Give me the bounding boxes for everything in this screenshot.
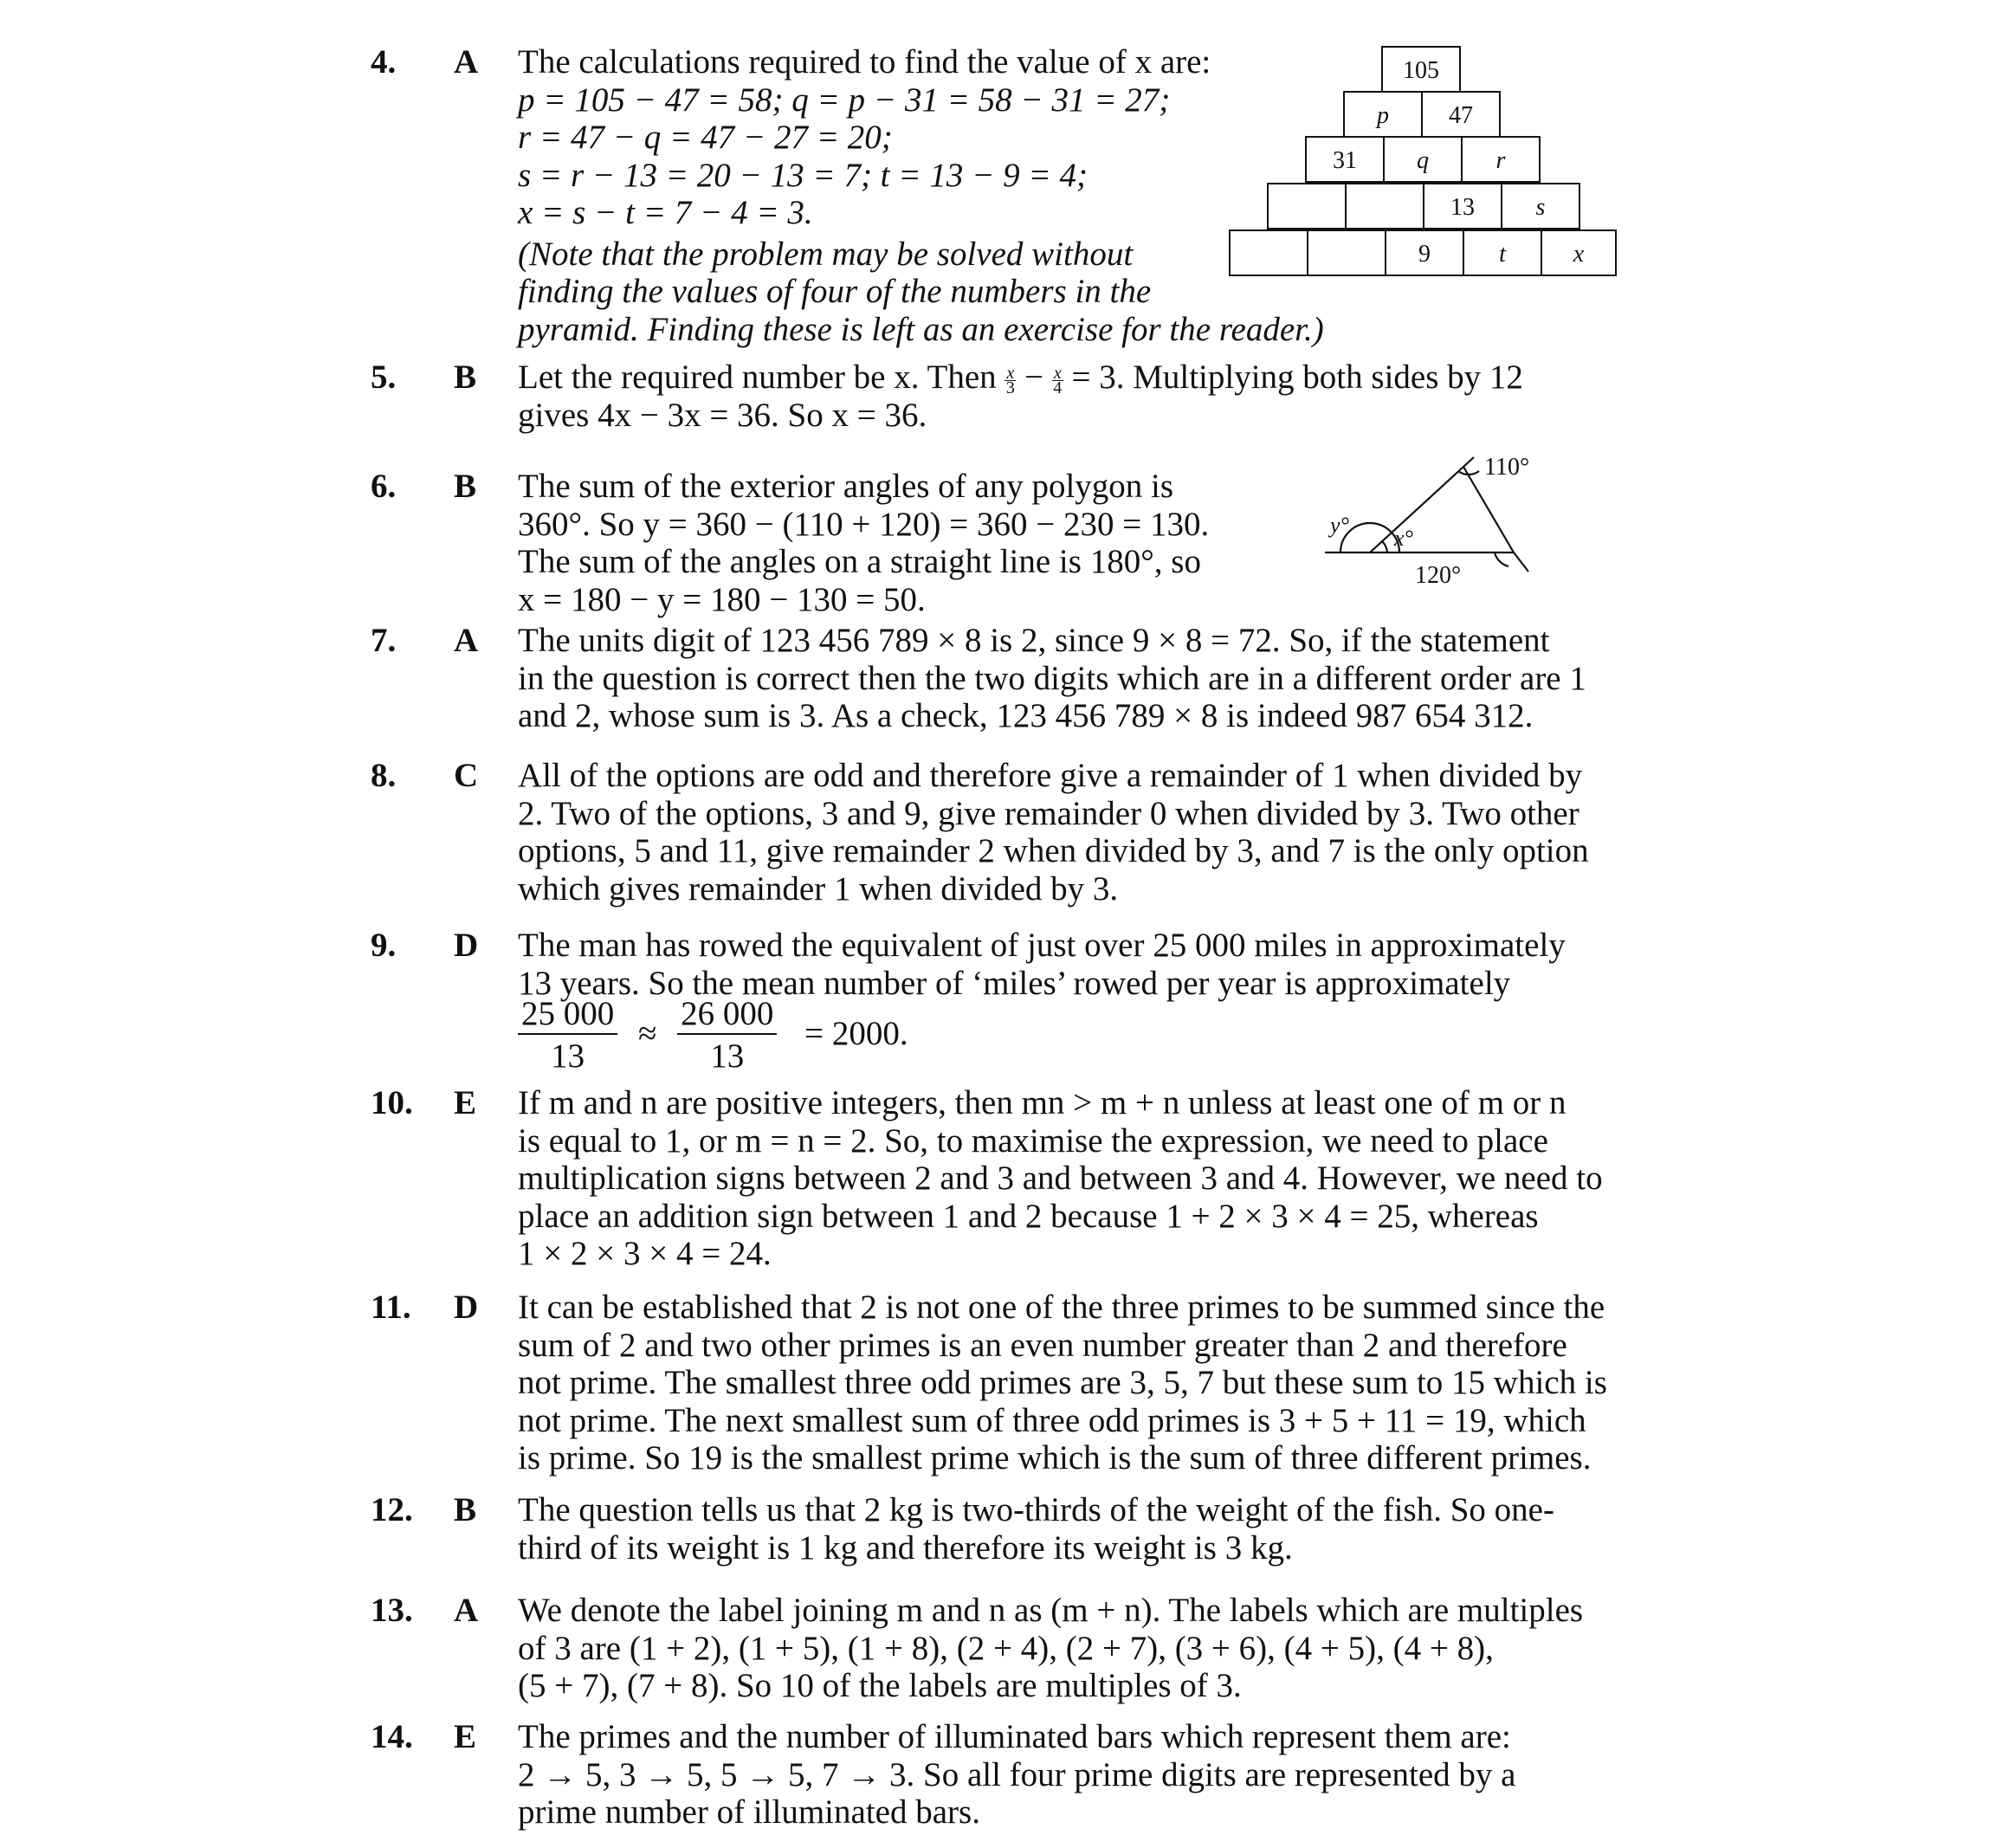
answer-letter: B <box>454 359 477 396</box>
question-number: 7. <box>371 622 397 659</box>
fraction-25000-over-13 <box>518 995 617 1078</box>
solution-text <box>518 1289 1635 1477</box>
text-line: The units digit of 123 456 789 × 8 is 2, since 9 × 8 = 72. So, if the statement <box>518 622 1550 659</box>
text-line: not prime. The next smallest sum of three odd primes is 3 + 5 + 11 = 19, which <box>518 1401 1586 1439</box>
fraction-x-over-3 <box>1005 363 1016 397</box>
answer-letter: C <box>454 757 479 794</box>
note-line: (Note that the problem may be solved without <box>518 235 1134 273</box>
answer-letter: A <box>454 43 479 81</box>
question-number: 13. <box>371 1592 413 1629</box>
text-line: It can be established that 2 is not one of the three primes to be summed since the <box>518 1289 1605 1326</box>
angle-label-y: y° <box>1330 513 1349 538</box>
text-line: multiplication signs between 2 and 3 and between 3 and 4. However, we need to <box>518 1160 1603 1197</box>
answer-letter: D <box>454 1289 479 1326</box>
text-line: 13 years. So the mean number of ‘miles’ rowed per year is approximately <box>518 964 1511 1002</box>
answer-letter: B <box>454 1491 477 1528</box>
text-line: in the question is correct then the two digits which are in a different order are 1 <box>518 659 1586 697</box>
solution-text <box>518 1084 1635 1273</box>
solution-text <box>518 757 1635 908</box>
denominator: 13 <box>551 1037 585 1075</box>
pyramid-cell: t <box>1499 241 1506 268</box>
text-line: third of its weight is 1 kg and therefore its weight is 3 kg. <box>518 1528 1293 1567</box>
solution-text <box>518 622 1635 735</box>
text-line: and 2, whose sum is 3. As a check, 123 456 789 × 8 is indeed 987 654 312. <box>518 697 1534 734</box>
question-number: 6. <box>371 468 397 505</box>
text-line: sum of 2 and two other primes is an even number greater than 2 and therefore <box>518 1326 1567 1364</box>
pyramid-cell: 47 <box>1449 102 1473 129</box>
text-line: 2 → 5, 3 → 5, 5 → 5, 7 → 3. So all four prime digits are represented by a <box>518 1755 1516 1793</box>
text-line: not prime. The smallest three odd primes are 3, 5, 7 but these sum to 15 which is <box>518 1364 1607 1401</box>
text-line: which gives remainder 1 when divided by 3. <box>518 869 1119 908</box>
solution-text <box>518 1718 1635 1832</box>
solution-text <box>518 927 1635 1078</box>
fraction-26000-over-13 <box>677 995 777 1078</box>
pyramid-cell: q <box>1417 147 1429 174</box>
pyramid-cell: 13 <box>1450 194 1475 221</box>
text-line: If m and n are positive integers, then mn > m + n unless at least one of m or n <box>518 1084 1567 1121</box>
text-line: place an addition sign between 1 and 2 because 1 + 2 × 3 × 4 = 25, whereas <box>518 1197 1539 1235</box>
question-number: 14. <box>371 1718 413 1755</box>
question-number: 10. <box>371 1084 413 1121</box>
fraction-line <box>518 995 1635 1078</box>
text-fragment: Let the required number be x. Then <box>518 359 997 396</box>
answer-letter: A <box>454 1592 479 1629</box>
solution-text <box>518 1491 1635 1567</box>
denominator: 13 <box>710 1037 745 1075</box>
triangle-angle-diagram <box>1325 450 1567 598</box>
text-line: is equal to 1, or m = n = 2. So, to maximise the expression, we need to place <box>518 1121 1548 1160</box>
text-line: The sum of the angles on a straight line is 180°, so <box>518 543 1201 580</box>
question-number: 4. <box>371 43 397 81</box>
approx-sign: ≈ <box>638 1014 657 1052</box>
text-line: The sum of the exterior angles of any polygon is <box>518 468 1174 505</box>
pyramid-cell: 105 <box>1403 57 1439 84</box>
pyramid-cell: 9 <box>1418 241 1431 268</box>
pyramid-cell: x <box>1573 241 1585 268</box>
text-line: of 3 are (1 + 2), (1 + 5), (1 + 8), (2 + 4), (2 + 7), (3 + 6), (4 + 5), (4 + 8), <box>518 1629 1494 1667</box>
numerator: x <box>1006 363 1015 383</box>
number-pyramid-diagram <box>1228 45 1618 282</box>
text-line: x = s − t = 7 − 4 = 3. <box>518 194 813 231</box>
text-line: We denote the label joining m and n as (m + n). The labels which are multiples <box>518 1592 1584 1629</box>
question-number: 12. <box>371 1491 413 1528</box>
text-line: options, 5 and 11, give remainder 2 when divided by 3, and 7 is the only option <box>518 832 1589 869</box>
text-line: All of the options are odd and therefore give a remainder of 1 when divided by <box>518 757 1583 794</box>
minus-sign: − <box>1024 359 1044 396</box>
text-line: gives 4x − 3x = 36. So x = 36. <box>518 396 927 434</box>
text-line: 1 × 2 × 3 × 4 = 24. <box>518 1235 772 1272</box>
text-line: The man has rowed the equivalent of just over 25 000 miles in approximately <box>518 927 1566 964</box>
text-line: 360°. So y = 360 − (110 + 120) = 360 − 230 = 130. <box>518 505 1210 543</box>
numerator: 25 000 <box>518 995 617 1035</box>
text-line: The question tells us that 2 kg is two-thirds of the weight of the fish. So one- <box>518 1491 1554 1528</box>
text-line: 2. Two of the options, 3 and 9, give remainder 0 when divided by 3. Two other <box>518 794 1579 832</box>
text-line: s = r − 13 = 20 − 13 = 7; t = 13 − 9 = 4; <box>518 156 1088 194</box>
note-line: finding the values of four of the numbers in the <box>518 273 1152 310</box>
angle-label-x: x° <box>1394 526 1413 551</box>
fraction-x-over-4 <box>1052 363 1063 397</box>
text-line: prime number of illuminated bars. <box>518 1793 980 1831</box>
pyramid-cell: p <box>1377 102 1389 129</box>
fraction-result: = 2000. <box>804 1014 908 1052</box>
angle-label-120: 120° <box>1415 562 1462 589</box>
answer-letter: D <box>454 927 479 964</box>
pyramid-cell: r <box>1495 147 1506 174</box>
numerator: 26 000 <box>677 995 777 1035</box>
question-number: 5. <box>371 359 397 396</box>
text-line: x = 180 − y = 180 − 130 = 50. <box>518 580 926 618</box>
answer-letter: B <box>454 468 477 505</box>
text-line: (5 + 7), (7 + 8). So 10 of the labels are multiples of 3. <box>518 1667 1242 1704</box>
solution-text <box>518 359 1635 434</box>
answer-letter: A <box>454 622 479 659</box>
text-line: r = 47 − q = 47 − 27 = 20; <box>518 119 893 156</box>
note-line: pyramid. Finding these is left as an exercise for the reader.) <box>518 310 1324 348</box>
pyramid-cell: s <box>1535 194 1546 221</box>
answer-letter: E <box>454 1718 477 1755</box>
solution-text <box>518 1592 1635 1705</box>
question-number: 9. <box>371 927 397 964</box>
angle-label-110: 110° <box>1484 454 1530 481</box>
text-line: The primes and the number of illuminated bars which represent them are: <box>518 1718 1511 1755</box>
pyramid-cell: 31 <box>1333 147 1357 174</box>
question-number: 8. <box>371 757 397 794</box>
numerator: x <box>1053 363 1062 383</box>
answer-letter: E <box>454 1084 477 1121</box>
text-line: p = 105 − 47 = 58; q = p − 31 = 58 − 31 = 27; <box>518 81 1171 119</box>
text-line <box>518 359 1635 397</box>
question-number: 11. <box>371 1289 411 1326</box>
text-line: The calculations required to find the value of x are: <box>518 43 1211 81</box>
text-fragment: = 3. Multiplying both sides by 12 <box>1071 359 1523 396</box>
denominator: 3 <box>1005 378 1015 397</box>
denominator: 4 <box>1053 378 1063 397</box>
text-line: is prime. So 19 is the smallest prime which is the sum of three different primes. <box>518 1439 1592 1476</box>
